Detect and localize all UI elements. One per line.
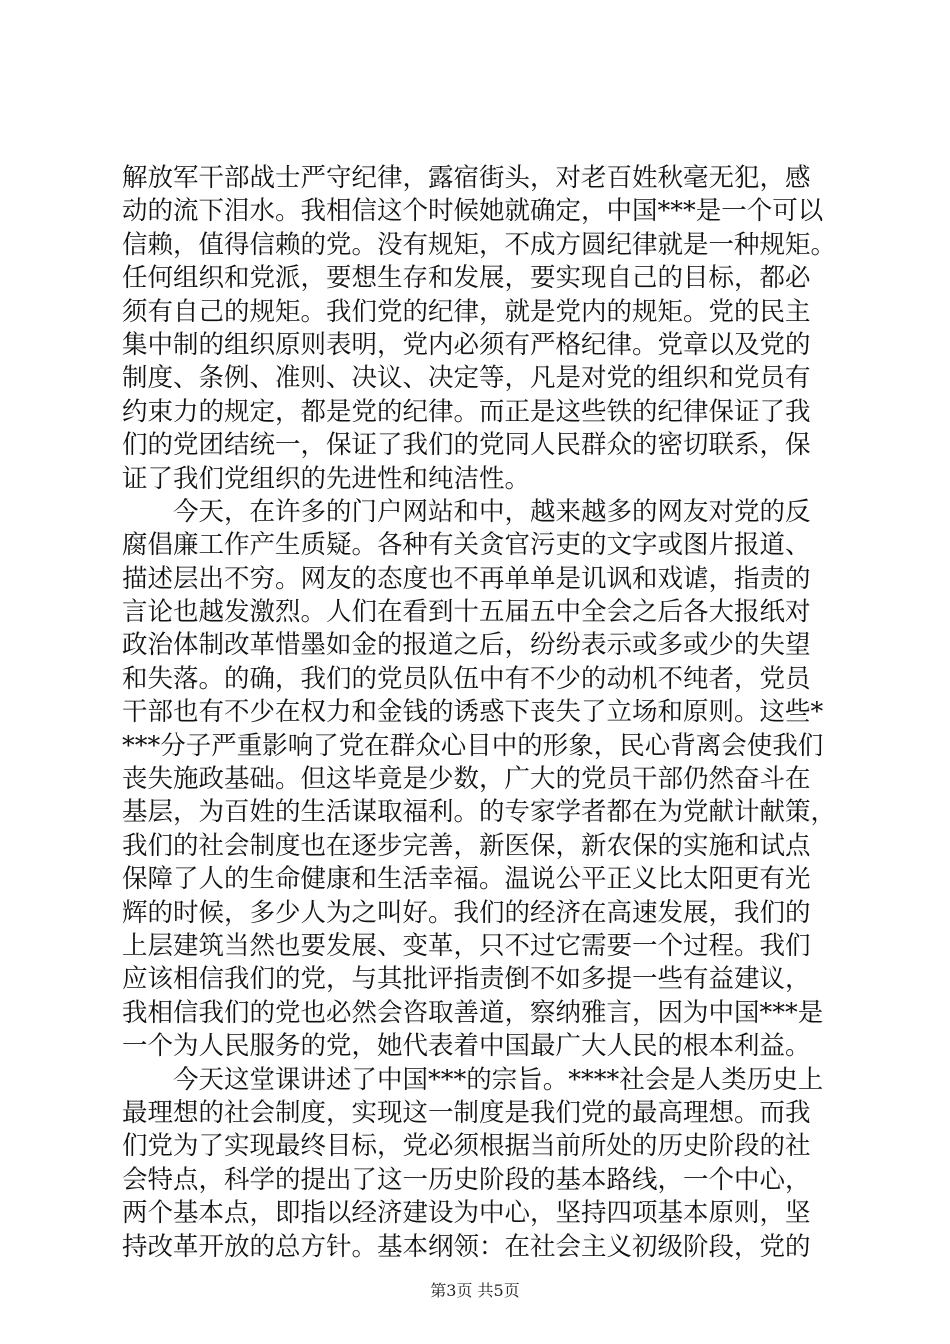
text-line: 保障了人的生命健康和生活幸福。温说公平正义比太阳更有光 — [122, 864, 811, 895]
body-text — [122, 162, 837, 1264]
text-line: 会特点，科学的提出了这一历史阶段的基本路线，一个中心， — [122, 1164, 811, 1195]
text-line: 应该相信我们的党，与其批评指责倒不如多提一些有益建议， — [122, 964, 811, 995]
text-line: 言论也越发激烈。人们在看到十五届五中全会之后各大报纸对 — [122, 597, 811, 628]
text-line: 信赖，值得信赖的党。没有规矩，不成方圆纪律就是一种规矩。 — [122, 229, 837, 260]
text-line: 集中制的组织原则表明，党内必须有严格纪律。党章以及党的 — [122, 329, 811, 360]
text-line: 腐倡廉工作产生质疑。各种有关贪官污吏的文字或图片报道、 — [122, 530, 811, 561]
text-line: 解放军干部战士严守纪律，露宿街头，对老百姓秋毫无犯，感 — [122, 163, 811, 193]
page-footer — [0, 1278, 950, 1301]
text-line: 政治体制改革惜墨如金的报道之后，纷纷表示或多或少的失望 — [122, 630, 811, 661]
text-line: 干部也有不少在权力和金钱的诱惑下丧失了立场和原则。这些* — [122, 697, 824, 728]
page-number: 第3页 共5页 — [430, 1281, 520, 1300]
text-line: 和失落。的确，我们的党员队伍中有不少的动机不纯者，党员 — [122, 663, 811, 694]
text-line: 任何组织和党派，要想生存和发展，要实现自己的目标，都必 — [122, 263, 811, 294]
text-line: 证了我们党组织的先进性和纯洁性。 — [122, 463, 531, 494]
text-line: 描述层出不穷。网友的态度也不再单单是讥讽和戏谑，指责的 — [122, 563, 811, 594]
text-line: 基层，为百姓的生活谋取福利。的专家学者都在为党献计献策， — [122, 797, 837, 828]
text-line: 最理想的社会制度，实现这一制度是我们党的最高理想。而我 — [122, 1097, 811, 1128]
text-line: 们的党团结统一，保证了我们的党同人民群众的密切联系，保 — [122, 430, 811, 461]
text-line: 我相信我们的党也必然会咨取善道，察纳雅言，因为中国***是 — [122, 997, 824, 1028]
text-line: ***分子严重影响了党在群众心目中的形象，民心背离会使我们 — [122, 730, 824, 761]
text-line: 约束力的规定，都是党的纪律。而正是这些铁的纪律保证了我 — [122, 396, 811, 427]
paragraph-start-line: 今天，在许多的门户网站和中，越来越多的网友对党的反 — [173, 496, 811, 527]
text-line: 一个为人民服务的党，她代表着中国最广大人民的根本利益。 — [122, 1031, 811, 1062]
text-line: 须有自己的规矩。我们党的纪律，就是党内的规矩。党的民主 — [122, 296, 811, 327]
text-line: 两个基本点，即指以经济建设为中心，坚持四项基本原则，坚 — [122, 1198, 811, 1229]
text-line: 持改革开放的总方针。基本纲领：在社会主义初级阶段，党的 — [122, 1231, 811, 1262]
text-line: 动的流下泪水。我相信这个时候她就确定，中国***是一个可以 — [122, 196, 824, 227]
text-line: 制度、条例、准则、决议、决定等，凡是对党的组织和党员有 — [122, 363, 811, 394]
text-line: 们党为了实现最终目标，党必须根据当前所处的历史阶段的社 — [122, 1131, 811, 1162]
text-line: 丧失施政基础。但这毕竟是少数，广大的党员干部仍然奋斗在 — [122, 764, 811, 795]
text-line: 我们的社会制度也在逐步完善，新医保，新农保的实施和试点 — [122, 830, 811, 861]
text-line: 辉的时候，多少人为之叫好。我们的经济在高速发展，我们的 — [122, 897, 811, 928]
paragraph-start-line: 今天这堂课讲述了中国***的宗旨。****社会是人类历史上 — [173, 1064, 824, 1095]
text-line: 上层建筑当然也要发展、变革，只不过它需要一个过程。我们 — [122, 930, 811, 961]
